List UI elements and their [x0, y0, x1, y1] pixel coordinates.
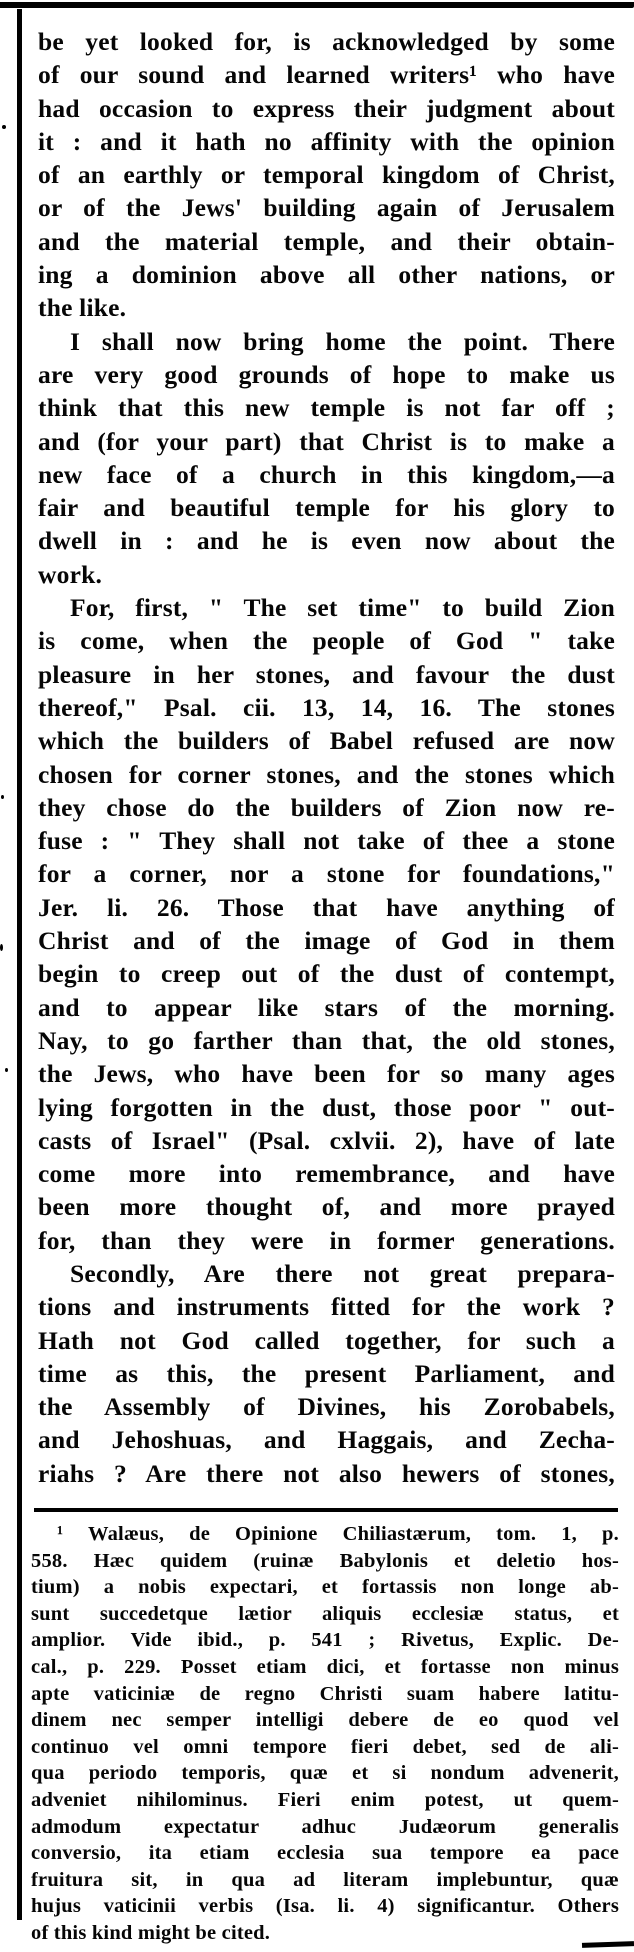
text-line: and the material temple, and their obtain-	[38, 226, 615, 256]
text-line: and to appear like stars of the morning.	[38, 992, 615, 1022]
text-line: for a corner, nor a stone for foundations,"	[38, 859, 615, 889]
text-line: lying forgotten in the dust, those poor " out-	[38, 1092, 615, 1122]
top-border-rule	[0, 2, 634, 8]
text-line: work.	[38, 559, 103, 589]
text-line: ing a dominion above all other nations, or	[38, 260, 615, 290]
text-line: conversio, ita etiam ecclesia sua tempore ea pace	[31, 1842, 619, 1865]
text-line: it : and it hath no affinity with the opinion	[38, 126, 615, 156]
column-divider-rule	[17, 9, 22, 1920]
text-line: for, than they were in former generations.	[38, 1225, 615, 1255]
text-line: Christ and of the image of God in them	[38, 926, 615, 956]
text-line: chosen for corner stones, and the stones which	[38, 759, 615, 789]
text-line: pleasure in her stones, and favour the dust	[38, 659, 615, 689]
bottom-corner-mark	[582, 1941, 634, 1948]
text-line: come more into remembrance, and have	[38, 1159, 615, 1189]
text-line: think that this new temple is not far off ;	[38, 393, 615, 423]
text-line: of our sound and learned writers¹ who have	[38, 60, 615, 90]
text-line: amplior. Vide ibid., p. 541 ; Rivetus, Explic. De-	[31, 1629, 619, 1652]
text-line: Jer. li. 26. Those that have anything of	[38, 892, 615, 922]
text-line: time as this, the present Parliament, and	[38, 1358, 615, 1388]
text-line: dinem nec semper intelligi debere de eo quod vel	[31, 1709, 619, 1732]
text-line: which the builders of Babel refused are now	[38, 726, 615, 756]
text-line: Nay, to go farther than that, the old stones,	[38, 1025, 615, 1055]
text-line: and Jehoshuas, and Haggais, and Zecha-	[38, 1425, 615, 1455]
text-line: sunt succedetque lætior aliquis ecclesiæ status, et	[31, 1602, 619, 1625]
text-line: of this kind might be cited.	[31, 1921, 271, 1944]
text-line: continuo vel omni tempore fieri debet, sed de ali-	[31, 1735, 619, 1758]
ink-speck	[5, 1068, 8, 1072]
text-line: riahs ? Are there not also hewers of stones,	[38, 1458, 615, 1488]
text-line: ¹ Walæus, de Opinione Chiliastærum, tom. 1, p.	[57, 1523, 619, 1545]
text-line: and (for your part) that Christ is to make a	[38, 426, 615, 456]
footnote-separator-rule	[34, 1508, 618, 1512]
text-line: tium) a nobis expectari, et fortassis non longe ab-	[31, 1576, 619, 1599]
text-line: are very good grounds of hope to make us	[38, 359, 615, 389]
ink-speck	[0, 944, 3, 951]
text-line: the Jews, who have been for so many ages	[38, 1059, 615, 1089]
text-line: fruitura sit, in qua ad literam implebuntur, quæ	[31, 1868, 619, 1891]
text-line: admodum expectatur adhuc Judæorum generalis	[31, 1815, 619, 1838]
text-line: cal., p. 229. Posset etiam dici, et fortasse non minus	[31, 1655, 619, 1678]
text-line: For, first, " The set time" to build Zion	[70, 593, 615, 623]
footnote-block	[31, 1521, 619, 1947]
ink-speck	[1, 795, 4, 799]
text-line: dwell in : and he is even now about the	[38, 526, 615, 556]
ink-speck	[2, 125, 6, 129]
text-line: or of the Jews' building again of Jerusalem	[38, 193, 615, 223]
text-line: casts of Israel" (Psal. cxlvii. 2), have of late	[38, 1125, 615, 1155]
text-line: the Assembly of Divines, his Zorobabels,	[38, 1392, 615, 1422]
text-line: the like.	[38, 293, 127, 323]
main-text-block	[38, 25, 615, 1490]
text-line: hujus vaticinii verbis (Isa. li. 4) significantur. Others	[31, 1895, 619, 1918]
text-line: adveniet nihilominus. Fieri enim potest, ut quem-	[31, 1788, 619, 1811]
text-line: Secondly, Are there not great prepara-	[70, 1258, 615, 1288]
text-line: new face of a church in this kingdom,—a	[38, 459, 615, 489]
text-line: be yet looked for, is acknowledged by some	[38, 27, 615, 56]
text-line: I shall now bring home the point. There	[70, 326, 615, 356]
text-line: is come, when the people of God " take	[38, 626, 615, 656]
text-line: 558. Hæc quidem (ruinæ Babylonis et deletio hos-	[31, 1549, 619, 1572]
text-line: thereof," Psal. cii. 13, 14, 16. The stones	[38, 692, 615, 722]
text-line: begin to creep out of the dust of contempt,	[38, 959, 615, 989]
text-line: of an earthly or temporal kingdom of Christ,	[38, 160, 615, 190]
text-line: apte vaticiniæ de regno Christi suam habere latitu-	[31, 1682, 619, 1705]
text-line: tions and instruments fitted for the work ?	[38, 1292, 615, 1322]
text-line: Hath not God called together, for such a	[38, 1325, 615, 1355]
text-line: fair and beautiful temple for his glory to	[38, 493, 615, 523]
text-line: had occasion to express their judgment about	[38, 93, 615, 123]
text-line: they chose do the builders of Zion now re-	[38, 792, 615, 822]
text-line: qua periodo temporis, quæ et si nondum advenerit,	[31, 1762, 619, 1785]
text-line: fuse : " They shall not take of thee a stone	[38, 826, 615, 856]
text-line: been more thought of, and more prayed	[38, 1192, 615, 1222]
